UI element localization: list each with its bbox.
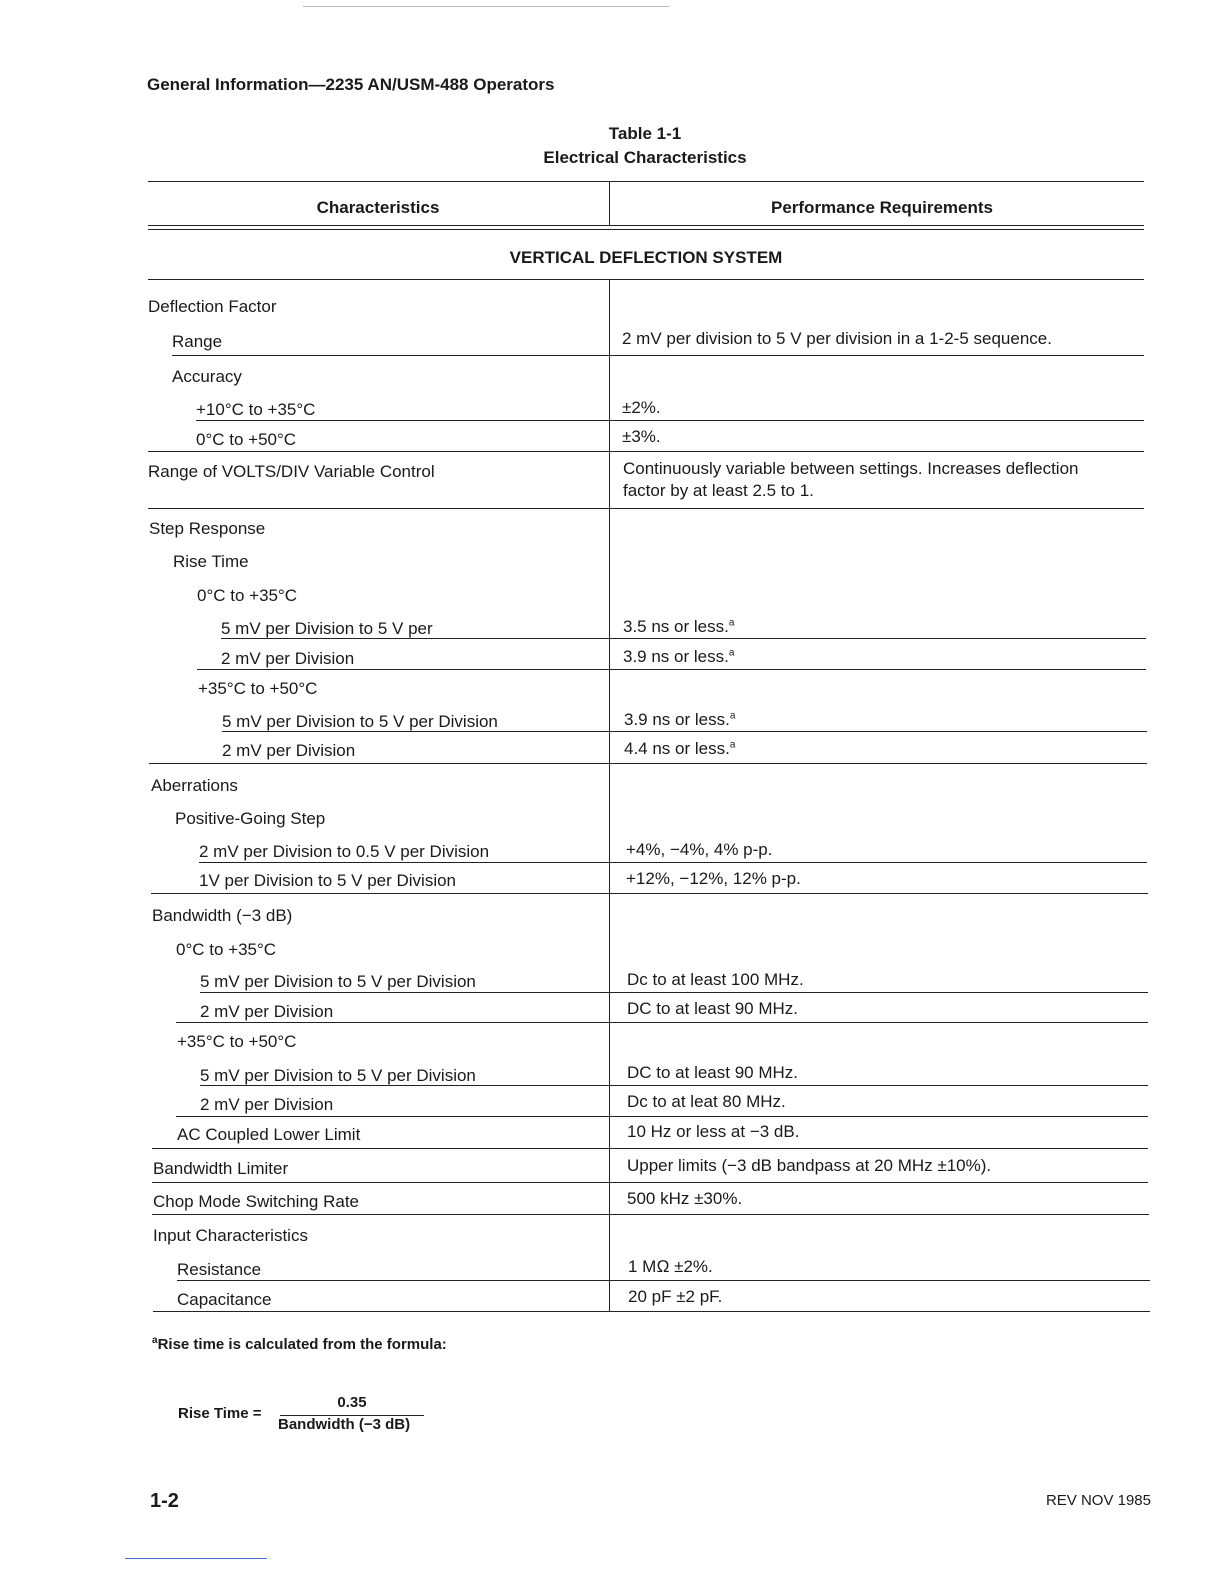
- column-header-performance: Performance Requirements: [770, 198, 994, 217]
- row-value: Continuously variable between settings. Increases deflection factor by at least 2.5 to 1.: [623, 459, 1079, 500]
- row-rule: [176, 1116, 1148, 1117]
- formula-denominator: Bandwidth (−3 dB): [278, 1416, 411, 1433]
- row-rule: [148, 451, 1144, 452]
- row-value: DC to at least 90 MHz.: [627, 1063, 799, 1082]
- row-label: 0°C to +35°C: [197, 586, 298, 605]
- row-label: 2 mV per Division: [222, 741, 356, 760]
- row-value: 1 MΩ ±2%.: [628, 1257, 713, 1276]
- row-value: Upper limits (−3 dB bandpass at 20 MHz ±10%).: [627, 1156, 992, 1175]
- header-rule: [148, 225, 1144, 226]
- row-value-text: 3.9 ns or less.: [624, 710, 730, 729]
- row-rule: [200, 992, 1148, 993]
- row-label: 0°C to +50°C: [196, 430, 297, 449]
- row-value: [623, 646, 734, 668]
- row-label: Chop Mode Switching Rate: [153, 1192, 360, 1211]
- row-value: 10 Hz or less at −3 dB.: [627, 1122, 800, 1141]
- top-scan-rule: [303, 6, 669, 7]
- row-value: 20 pF ±2 pF.: [628, 1287, 723, 1306]
- row-label: Rise Time: [173, 552, 249, 571]
- row-value: ±2%.: [622, 398, 661, 417]
- footnote-marker: a: [729, 710, 736, 722]
- footnote-text: Rise time is calculated from the formula:: [157, 1336, 447, 1353]
- row-label: +10°C to +35°C: [196, 400, 316, 419]
- row-label: 0°C to +35°C: [176, 940, 277, 959]
- row-label: Step Response: [149, 519, 266, 538]
- row-label: Deflection Factor: [148, 297, 277, 316]
- row-rule: [152, 1214, 1149, 1215]
- footnote-marker: a: [728, 647, 735, 659]
- row-rule: [149, 763, 1147, 764]
- row-rule: [222, 731, 1147, 732]
- row-value: Dc to at leat 80 MHz.: [627, 1092, 786, 1111]
- table-bottom-rule: [153, 1311, 1150, 1312]
- section-rule: [148, 279, 1144, 280]
- row-rule: [177, 1280, 1150, 1281]
- column-header-characteristics: Characteristics: [316, 198, 440, 217]
- row-rule: [151, 893, 1148, 894]
- table-title: Electrical Characteristics: [543, 148, 747, 167]
- row-label: 2 mV per Division: [221, 649, 355, 668]
- page-header: General Information—2235 AN/USM-488 Operators: [147, 75, 555, 94]
- row-rule: [221, 638, 1146, 639]
- row-rule: [196, 420, 1144, 421]
- footnote: [152, 1336, 447, 1353]
- row-value: 500 kHz ±30%.: [627, 1189, 743, 1208]
- row-label: AC Coupled Lower Limit: [177, 1125, 361, 1144]
- row-label: 5 mV per Division to 5 V per Division: [222, 712, 498, 731]
- row-value: ±3%.: [622, 427, 661, 446]
- row-label: +35°C to +50°C: [198, 679, 318, 698]
- row-value: [624, 738, 735, 760]
- row-value: +12%, −12%, 12% p-p.: [626, 869, 801, 888]
- table-top-rule: [148, 181, 1144, 182]
- section-title: VERTICAL DEFLECTION SYSTEM: [509, 248, 783, 267]
- row-label: Bandwidth (−3 dB): [152, 906, 293, 925]
- formula-numerator: 0.35: [337, 1394, 367, 1411]
- row-rule: [199, 862, 1147, 863]
- row-label: Bandwidth Limiter: [153, 1159, 289, 1178]
- row-value: [623, 616, 734, 638]
- row-label: 2 mV per Division to 0.5 V per Division: [199, 842, 490, 861]
- table-number: Table 1-1: [608, 124, 682, 143]
- row-label: Positive-Going Step: [175, 809, 326, 828]
- column-divider: [609, 279, 610, 1312]
- footnote-mark: a: [152, 1335, 158, 1346]
- row-value: Dc to at least 100 MHz.: [627, 970, 804, 989]
- row-rule: [172, 355, 1144, 356]
- row-value: +4%, −4%, 4% p-p.: [626, 840, 773, 859]
- row-label: Input Characteristics: [153, 1226, 308, 1245]
- row-value: [624, 709, 735, 731]
- row-label: Range of VOLTS/DIV Variable Control: [148, 462, 435, 481]
- row-rule: [200, 1085, 1148, 1086]
- row-label: +35°C to +50°C: [177, 1032, 297, 1051]
- row-value: 2 mV per division to 5 V per division in a 1-2-5 sequence.: [622, 329, 1052, 348]
- row-label: Accuracy: [172, 367, 242, 386]
- row-label: Resistance: [177, 1260, 262, 1279]
- row-value-text: 3.5 ns or less.: [623, 617, 729, 636]
- row-value-text: 3.9 ns or less.: [623, 647, 729, 666]
- row-label: 2 mV per Division: [200, 1002, 334, 1021]
- row-value-text: 4.4 ns or less.: [624, 739, 730, 758]
- row-rule: [152, 1182, 1148, 1183]
- row-label: 5 mV per Division to 5 V per Division: [200, 972, 476, 991]
- formula-label: Rise Time =: [178, 1405, 262, 1422]
- row-rule: [152, 1148, 1148, 1149]
- revision-date: REV NOV 1985: [1045, 1492, 1151, 1509]
- header-divider: [609, 181, 610, 226]
- row-label: 1V per Division to 5 V per Division: [199, 871, 457, 890]
- page-number: 1-2: [150, 1490, 179, 1512]
- row-label: Capacitance: [177, 1290, 272, 1309]
- row-rule: [197, 669, 1146, 670]
- row-rule: [148, 508, 1144, 509]
- row-value: DC to at least 90 MHz.: [627, 999, 799, 1018]
- row-label: 5 mV per Division to 5 V per Division: [200, 1066, 476, 1085]
- header-rule-double: [148, 229, 1144, 230]
- footnote-marker: a: [728, 617, 735, 629]
- row-label: Aberrations: [151, 776, 238, 795]
- row-label: 2 mV per Division: [200, 1095, 334, 1114]
- bottom-scan-rule: [125, 1558, 267, 1559]
- row-rule: [176, 1022, 1148, 1023]
- row-label: Range: [172, 332, 223, 351]
- footnote-marker: a: [729, 739, 736, 751]
- row-label: 5 mV per Division to 5 V per: [221, 619, 433, 638]
